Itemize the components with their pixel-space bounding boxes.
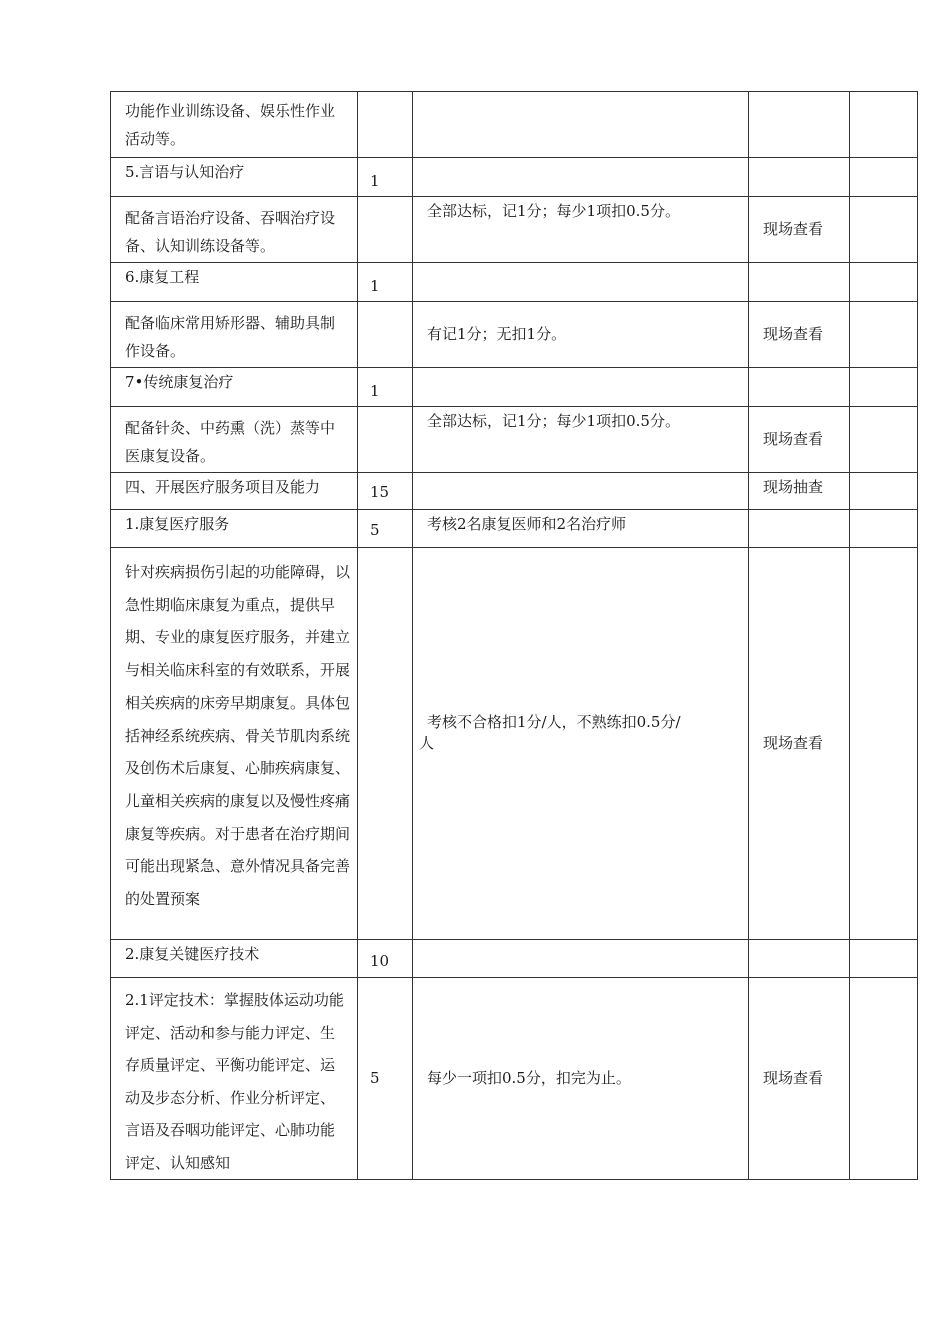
score-cell <box>358 158 413 197</box>
check-cell <box>749 158 850 197</box>
table-row <box>111 92 918 158</box>
score-cell <box>358 548 413 940</box>
check-method: 现场查看 <box>763 734 824 752</box>
item-cell <box>111 548 358 940</box>
rule-cell <box>413 407 749 473</box>
extra-cell <box>850 263 918 302</box>
check-cell <box>749 92 850 158</box>
item-cell <box>111 197 358 263</box>
rule-cell <box>413 548 749 940</box>
table-row <box>111 302 918 368</box>
score-cell <box>358 473 413 510</box>
rule-cell <box>413 940 749 978</box>
item-text: 针对疾病损伤引起的功能障碍，以急性期临床康复为重点，提供早期、专业的康复医疗服务，并建立与相关临床科室的有效联系，开展相关疾病的床旁早期康复。具体包括神经系统疾病、骨关节肌肉系统及创伤术后康复、心肺疾病康复、儿童相关疾病的康复以及慢性疼痛康复等疾病。对于患者在治疗期间可能出现紧急、意外情况具备完善的处置预案 <box>125 563 351 909</box>
check-cell <box>749 197 850 263</box>
check-method: 现场抽查 <box>763 478 824 496</box>
score-cell <box>358 368 413 407</box>
section-title: 四、开展医疗服务项目及能力 <box>125 478 321 496</box>
table-row <box>111 510 918 548</box>
rule-cell <box>413 978 749 1180</box>
rule-cell <box>413 302 749 368</box>
rule-cell <box>413 473 749 510</box>
check-cell <box>749 940 850 978</box>
rule-text <box>413 548 748 754</box>
item-text: 配备言语治疗设备、吞咽治疗设备、认知训练设备等。 <box>125 209 336 255</box>
score-cell <box>358 510 413 548</box>
extra-cell <box>850 548 918 940</box>
item-text: 2.1评定技术：掌握肢体运动功能评定、活动和参与能力评定、生存质量评定、平衡功能评定、运动及步态分析、作业分析评定、言语及吞咽功能评定、心肺功能评定、认知感知 <box>125 991 344 1172</box>
extra-cell <box>850 368 918 407</box>
item-cell <box>111 978 358 1180</box>
score-cell <box>358 302 413 368</box>
rule-cell <box>413 510 749 548</box>
score-value: 15 <box>370 483 390 501</box>
table-row <box>111 197 918 263</box>
table-row <box>111 940 918 978</box>
rule-text: 全部达标，记1分；每少1项扣0.5分。 <box>427 412 680 430</box>
check-cell <box>749 510 850 548</box>
check-cell <box>749 978 850 1180</box>
check-method: 现场查看 <box>763 1069 824 1087</box>
item-cell <box>111 158 358 197</box>
extra-cell <box>850 978 918 1180</box>
table-row <box>111 158 918 197</box>
item-cell <box>111 510 358 548</box>
extra-cell <box>850 510 918 548</box>
item-cell <box>111 302 358 368</box>
item-cell <box>111 368 358 407</box>
check-method: 现场查看 <box>763 325 824 343</box>
check-cell <box>749 368 850 407</box>
score-cell <box>358 92 413 158</box>
extra-cell <box>850 302 918 368</box>
rule-text-line: 考核不合格扣1分/人，不熟练扣0.5分/ <box>427 713 681 731</box>
rule-cell <box>413 197 749 263</box>
check-cell <box>749 263 850 302</box>
table-row <box>111 263 918 302</box>
item-title: 1.康复医疗服务 <box>125 515 230 533</box>
table-row <box>111 978 918 1180</box>
rule-cell <box>413 158 749 197</box>
check-cell <box>749 407 850 473</box>
extra-cell <box>850 92 918 158</box>
item-cell <box>111 940 358 978</box>
check-method: 现场查看 <box>763 220 824 238</box>
score-value: 1 <box>370 382 380 400</box>
score-value: 10 <box>370 952 390 970</box>
score-cell <box>358 197 413 263</box>
rule-text-line: 人 <box>419 734 435 752</box>
extra-cell <box>850 407 918 473</box>
extra-cell <box>850 158 918 197</box>
item-text: 配备临床常用矫形器、辅助具制作设备。 <box>125 314 336 360</box>
rule-cell <box>413 263 749 302</box>
table-row <box>111 368 918 407</box>
rule-text: 全部达标，记1分；每少1项扣0.5分。 <box>427 202 680 220</box>
item-cell <box>111 92 358 158</box>
item-cell <box>111 473 358 510</box>
rule-cell <box>413 92 749 158</box>
item-title: 7•传统康复治疗 <box>125 373 234 391</box>
item-cell <box>111 263 358 302</box>
check-cell <box>749 473 850 510</box>
item-title: 2.康复关键医疗技术 <box>125 945 260 963</box>
score-value: 1 <box>370 172 380 190</box>
score-cell <box>358 407 413 473</box>
rule-text: 每少一项扣0.5分，扣完为止。 <box>427 1069 631 1087</box>
item-cell <box>111 407 358 473</box>
extra-cell <box>850 940 918 978</box>
score-cell <box>358 940 413 978</box>
item-title: 5.言语与认知治疗 <box>125 163 245 181</box>
check-cell <box>749 302 850 368</box>
score-value: 1 <box>370 277 380 295</box>
rule-text: 考核2名康复医师和2名治疗师 <box>427 515 627 533</box>
table-row <box>111 548 918 940</box>
score-cell <box>358 263 413 302</box>
item-text: 功能作业训练设备、娱乐性作业活动等。 <box>125 102 336 148</box>
rule-text: 有记1分；无扣1分。 <box>427 325 567 343</box>
score-cell <box>358 978 413 1180</box>
item-title: 6.康复工程 <box>125 268 200 286</box>
check-method: 现场查看 <box>763 430 824 448</box>
extra-cell <box>850 197 918 263</box>
score-value: 5 <box>370 1069 380 1087</box>
item-text: 配备针灸、中药熏（洗）蒸等中医康复设备。 <box>125 419 336 465</box>
check-cell <box>749 548 850 940</box>
rule-cell <box>413 368 749 407</box>
extra-cell <box>850 473 918 510</box>
table-row <box>111 473 918 510</box>
assessment-table <box>110 91 918 1180</box>
score-value: 5 <box>370 521 380 539</box>
table-row <box>111 407 918 473</box>
